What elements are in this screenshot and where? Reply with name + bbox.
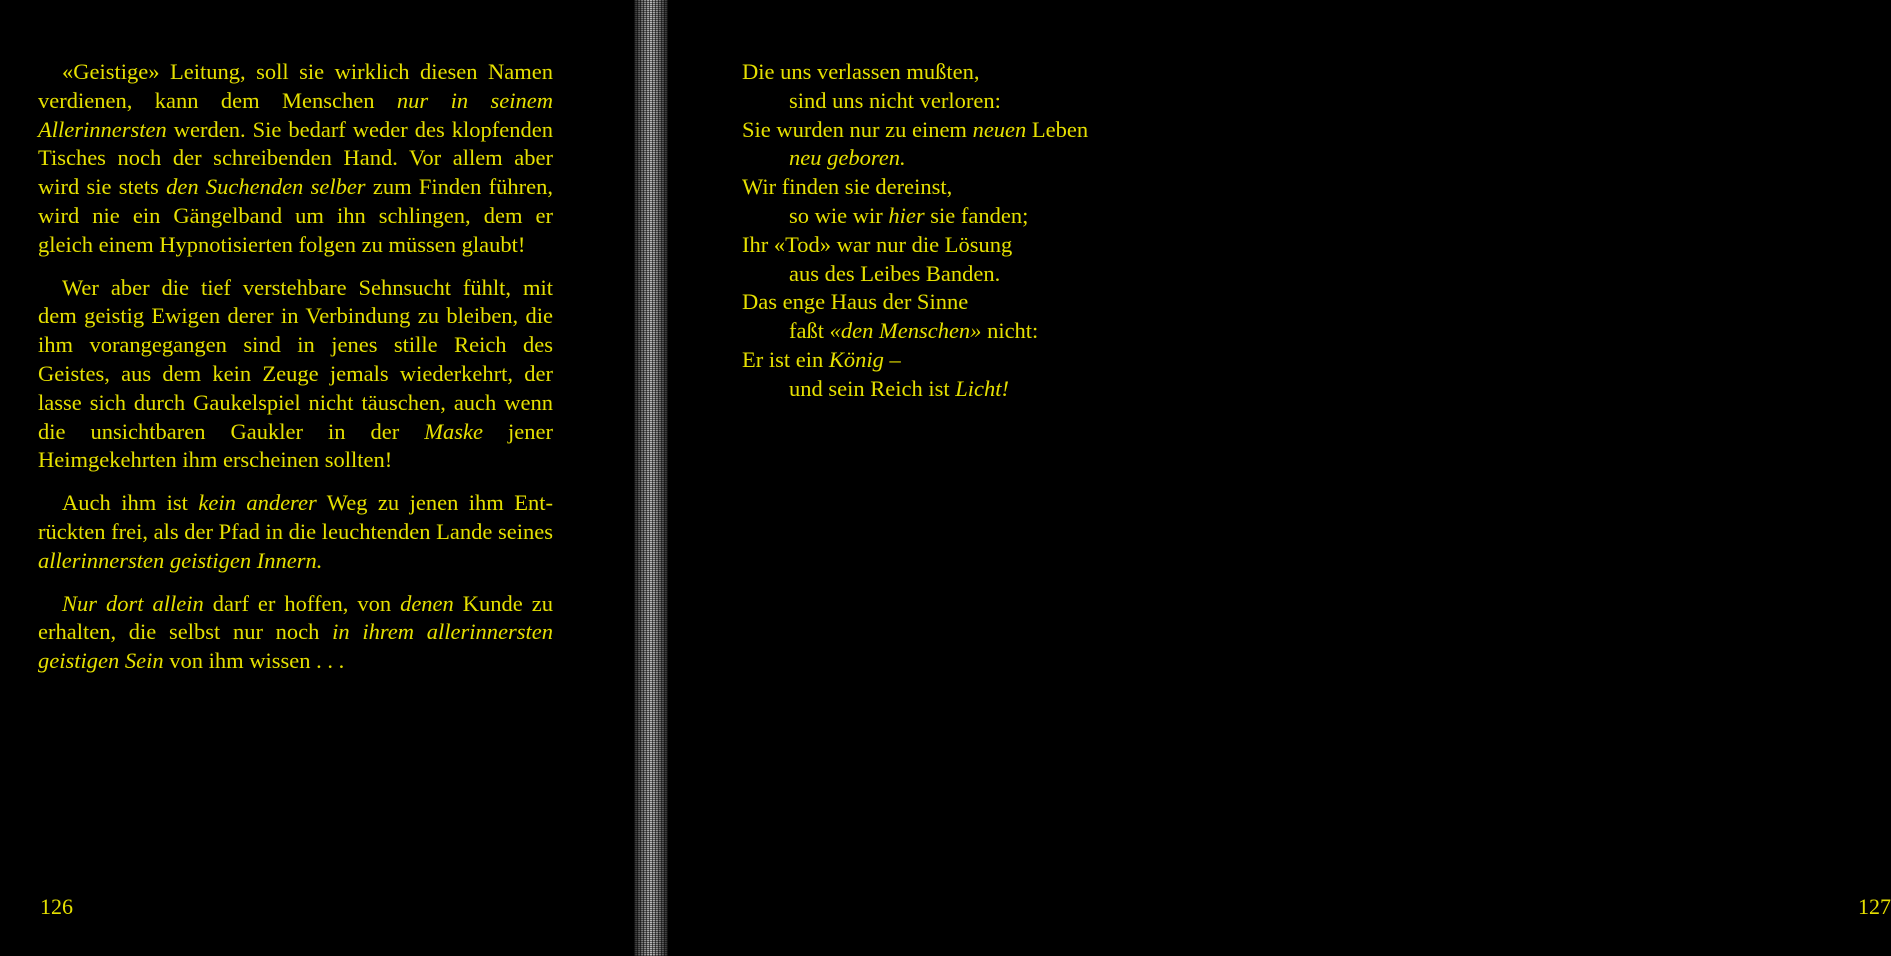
- text-run: werden. Sie bedarf weder des klopfenden Tisches noch der schreibenden Hand. Vor allem aber wird sie stets: [38, 116, 553, 200]
- paragraph: [38, 58, 553, 260]
- page-number-left: 126: [40, 894, 73, 919]
- paragraph: [38, 590, 553, 676]
- italic-text: «den Menschen»: [829, 318, 982, 344]
- paragraph: [38, 274, 553, 476]
- book-gutter: [634, 0, 668, 956]
- italic-text: neu geboren.: [789, 145, 906, 171]
- text-run: faßt: [789, 318, 830, 344]
- text-run: aus des Leibes Banden.: [789, 260, 1001, 286]
- text-run: sie fanden;: [924, 202, 1029, 228]
- poem-line: [742, 116, 1262, 145]
- text-run: Wer aber die tief verstehbare Sehnsucht fühlt, mit dem geistig Ewigen derer in Verbindung zu bleiben, die ihm vorangegangen sind in jenes stille Reich des Geistes, aus dem kein Zeuge jemals wiederkehrt, der lasse sich durch Gaukelspiel nicht täuschen, auch wenn die unsichtbaren Gaukler in der: [38, 274, 553, 444]
- text-run: darf er hoffen, von: [203, 590, 401, 616]
- italic-text: Licht!: [955, 375, 1009, 401]
- italic-text: allerinnersten geistigen Innern.: [38, 547, 323, 573]
- poem: [742, 58, 1262, 404]
- poem-line: [742, 144, 1262, 173]
- poem-line: [742, 58, 1262, 87]
- italic-text: neuen: [972, 116, 1027, 142]
- prose-body: [38, 58, 553, 690]
- text-run: –: [883, 346, 901, 372]
- italic-text: hier: [888, 202, 925, 228]
- poem-line: [742, 317, 1262, 346]
- poem-line: [742, 87, 1262, 116]
- text-run: so wie wir: [789, 202, 889, 228]
- italic-text: nur in seinem Allerinnersten: [38, 87, 553, 142]
- poem-line: [742, 260, 1262, 289]
- text-run: jener Heimgekehrten ihm erscheinen sollten!: [38, 418, 553, 473]
- italic-text: Maske: [424, 418, 483, 444]
- italic-text: in ihrem allerinnersten geistigen Sein: [38, 619, 553, 674]
- text-run: Leben: [1026, 116, 1089, 142]
- italic-text: Nur dort allein: [62, 590, 204, 616]
- poem-line: [742, 202, 1262, 231]
- italic-text: König: [828, 346, 884, 372]
- text-run: Wir finden sie dereinst,: [742, 174, 953, 200]
- italic-text: den Suchenden selber: [166, 174, 366, 200]
- text-run: Ihr «Tod» war nur die Lösung: [742, 231, 1013, 257]
- text-run: und sein Reich ist: [789, 375, 956, 401]
- text-run: nicht:: [981, 318, 1039, 344]
- text-run: Die uns verlassen mußten,: [742, 59, 980, 84]
- text-run: «Geistige» Leitung, soll sie wirklich diesen Namen verdienen, kann dem Menschen: [38, 59, 553, 113]
- text-run: Weg zu jenen ihm Entrückten frei, als der Pfad in die leuchtenden Lande seines: [38, 490, 554, 544]
- text-run: Auch ihm ist: [62, 490, 199, 516]
- text-run: Er ist ein: [742, 346, 829, 372]
- italic-text: kein anderer: [198, 490, 317, 516]
- text-run: sind uns nicht verloren:: [789, 87, 1001, 113]
- paragraph: [38, 489, 553, 575]
- left-page: [0, 0, 636, 956]
- italic-text: denen: [400, 590, 454, 616]
- text-run: zum Finden führen, wird nie ein Gängelband um ihn schlingen, dem er gleich einem Hypnotisierten folgen zu müssen glaubt!: [38, 174, 553, 257]
- text-run: Sie wurden nur zu einem: [742, 116, 973, 142]
- poem-line: [742, 346, 1262, 375]
- text-run: Kunde zu erhalten, die selbst nur noch: [38, 590, 553, 645]
- poem-line: [742, 231, 1262, 260]
- page-number-right: 127: [1858, 894, 1891, 919]
- poem-line: [742, 288, 1262, 317]
- text-run: Das enge Haus der Sinne: [742, 289, 969, 315]
- poem-line: [742, 375, 1262, 404]
- poem-line: [742, 173, 1262, 202]
- text-run: von ihm wissen . . .: [163, 648, 345, 674]
